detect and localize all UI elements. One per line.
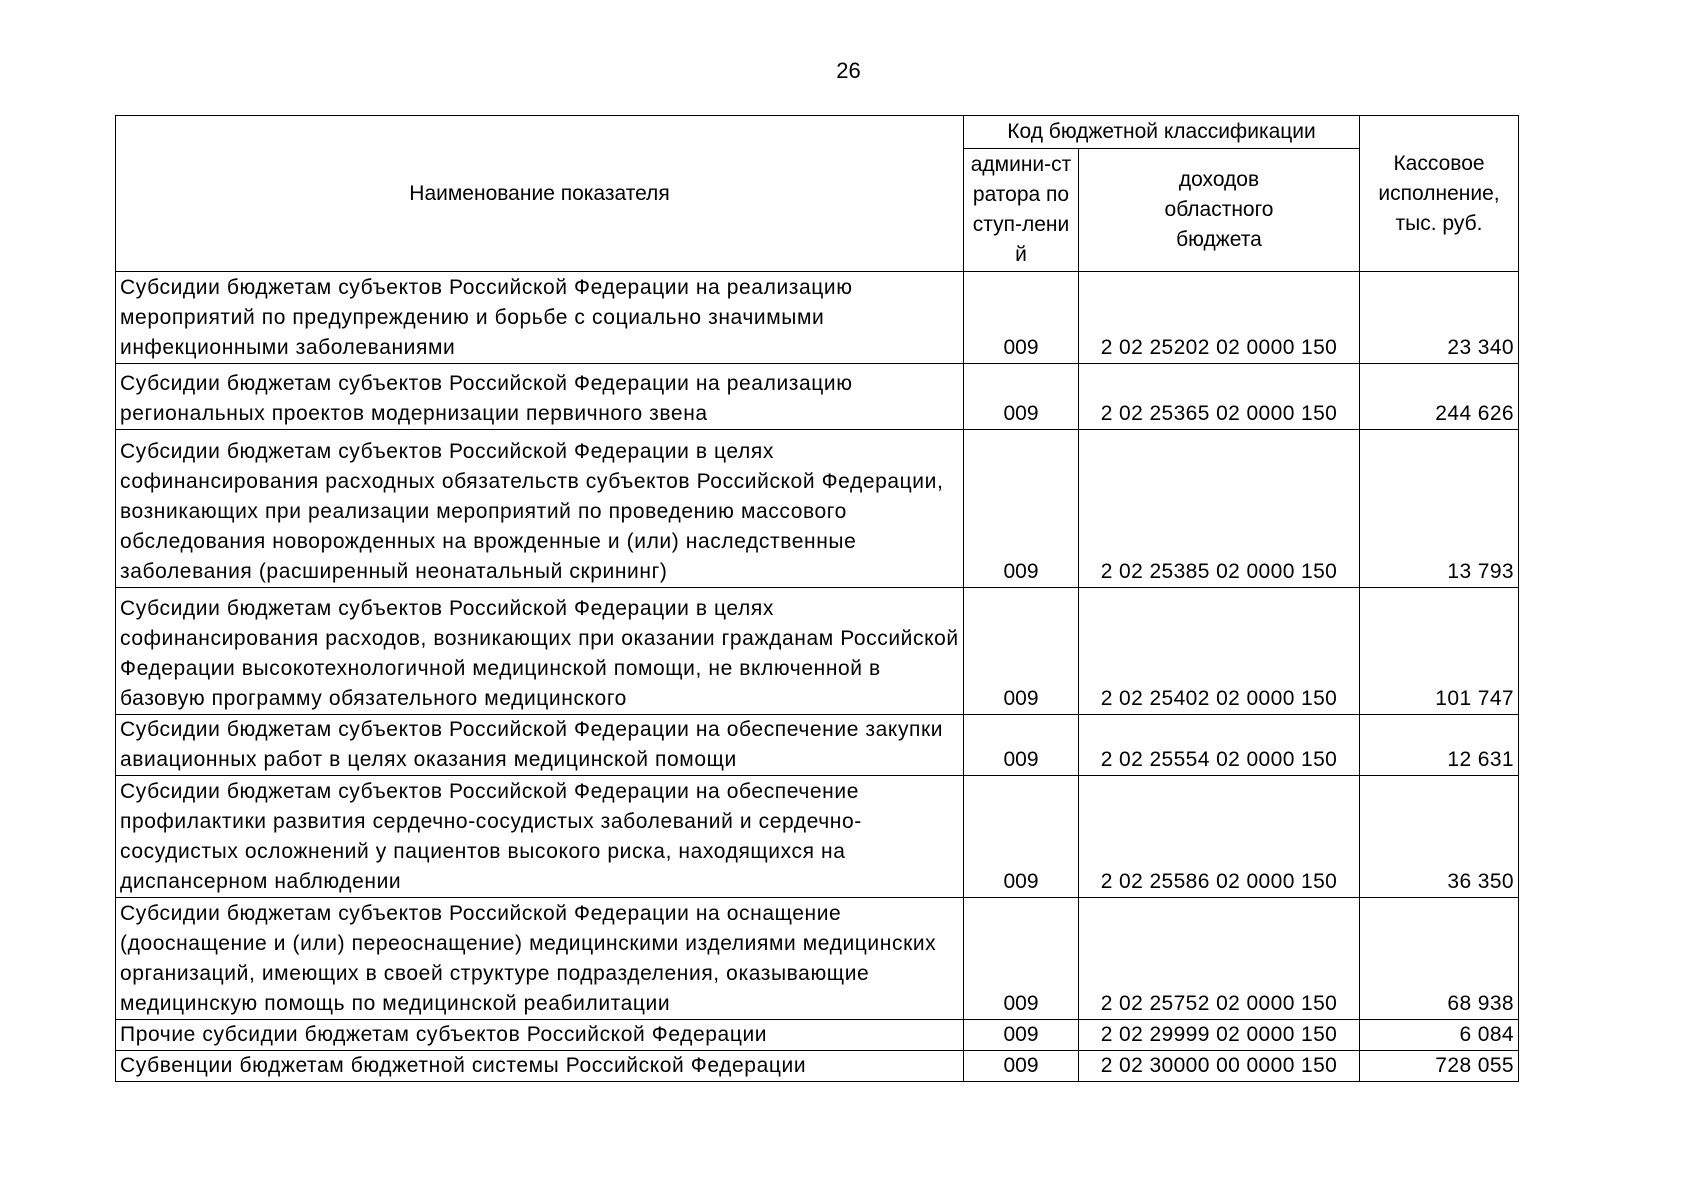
- row-income-code: 2 02 25554 02 0000 150: [1079, 715, 1360, 776]
- table-row: [116, 430, 1519, 588]
- header-amount-text: Кассовое исполнение, тыс. руб.: [1378, 151, 1500, 235]
- header-code: [1079, 149, 1360, 272]
- row-admin-code: 009: [964, 588, 1079, 715]
- row-admin-code: 009: [964, 1020, 1079, 1051]
- row-name: Субвенции бюджетам бюджетной системы Российской Федерации: [116, 1051, 964, 1082]
- row-name: Субсидии бюджетам субъектов Российской Федерации на обеспечение закупки авиационных работ в целях оказания медицинской помощи: [116, 715, 964, 776]
- header-admin-text: админи-стратора поступ-лений: [970, 153, 1072, 267]
- budget-table: [115, 115, 1519, 1082]
- row-income-code: 2 02 30000 00 0000 150: [1079, 1051, 1360, 1082]
- row-amount: 12 631: [1360, 715, 1519, 776]
- row-income-code: 2 02 25586 02 0000 150: [1079, 776, 1360, 898]
- row-name: Субсидии бюджетам субъектов Российской Федерации на оснащение (дооснащение и (или) переоснащение) медицинскими изделиями медицинских организаций, имеющих в своей структуре подразделения, оказывающие медицинскую помощь по медицинской реабилитации: [116, 898, 964, 1020]
- table-row: [116, 1020, 1519, 1051]
- row-name: Прочие субсидии бюджетам субъектов Российской Федерации: [116, 1020, 964, 1051]
- table-header: [116, 116, 1519, 272]
- page-number: 26: [836, 58, 861, 83]
- row-amount: 13 793: [1360, 430, 1519, 588]
- row-amount: 23 340: [1360, 272, 1519, 364]
- row-income-code: 2 02 25385 02 0000 150: [1079, 430, 1360, 588]
- table-row: [116, 588, 1519, 715]
- table-row: [116, 898, 1519, 1020]
- table-row: [116, 364, 1519, 430]
- row-admin-code: 009: [964, 364, 1079, 430]
- row-admin-code: 009: [964, 898, 1079, 1020]
- row-income-code: 2 02 25752 02 0000 150: [1079, 898, 1360, 1020]
- row-admin-code: 009: [964, 715, 1079, 776]
- header-classification-group: Код бюджетной классификации: [964, 116, 1360, 149]
- row-admin-code: 009: [964, 1051, 1079, 1082]
- row-income-code: 2 02 25402 02 0000 150: [1079, 588, 1360, 715]
- table-row: [116, 715, 1519, 776]
- row-name: Субсидии бюджетам субъектов Российской Федерации в целях софинансирования расходных обязательств субъектов Российской Федерации, возникающих при реализации мероприятий по проведению массового обследования новорожденных на врожденные и (или) наследственные заболевания (расширенный неонатальный скрининг): [116, 430, 964, 588]
- row-admin-code: 009: [964, 776, 1079, 898]
- row-admin-code: 009: [964, 430, 1079, 588]
- row-income-code: 2 02 25202 02 0000 150: [1079, 272, 1360, 364]
- row-amount: 728 055: [1360, 1051, 1519, 1082]
- row-admin-code: 009: [964, 272, 1079, 364]
- row-name: Субсидии бюджетам субъектов Российской Федерации на реализацию мероприятий по предупреждению и борьбе с социально значимыми инфекционными заболеваниями: [116, 272, 964, 364]
- row-amount: 244 626: [1360, 364, 1519, 430]
- row-name: Субсидии бюджетам субъектов Российской Федерации на реализацию региональных проектов модернизации первичного звена: [116, 364, 964, 430]
- table-row: [116, 1051, 1519, 1082]
- row-name: Субсидии бюджетам субъектов Российской Федерации в целях софинансирования расходов, возникающих при оказании гражданам Российской Федерации высокотехнологичной медицинской помощи, не включенной в базовую программу обязательного медицинского: [116, 588, 964, 715]
- header-name: Наименование показателя: [116, 116, 964, 272]
- table-row: [116, 272, 1519, 364]
- row-name: Субсидии бюджетам субъектов Российской Федерации на обеспечение профилактики развития сердечно-сосудистых заболеваний и сердечно-сосудистых осложнений у пациентов высокого риска, находящихся на диспансерном наблюдении: [116, 776, 964, 898]
- row-amount: 68 938: [1360, 898, 1519, 1020]
- row-amount: 6 084: [1360, 1020, 1519, 1051]
- row-income-code: 2 02 25365 02 0000 150: [1079, 364, 1360, 430]
- header-admin: [964, 149, 1079, 272]
- header-amount: [1360, 116, 1519, 272]
- header-code-text: доходов областного бюджета: [1164, 168, 1274, 252]
- row-amount: 36 350: [1360, 776, 1519, 898]
- row-amount: 101 747: [1360, 588, 1519, 715]
- table-body: [116, 272, 1519, 1082]
- row-income-code: 2 02 29999 02 0000 150: [1079, 1020, 1360, 1051]
- table-row: [116, 776, 1519, 898]
